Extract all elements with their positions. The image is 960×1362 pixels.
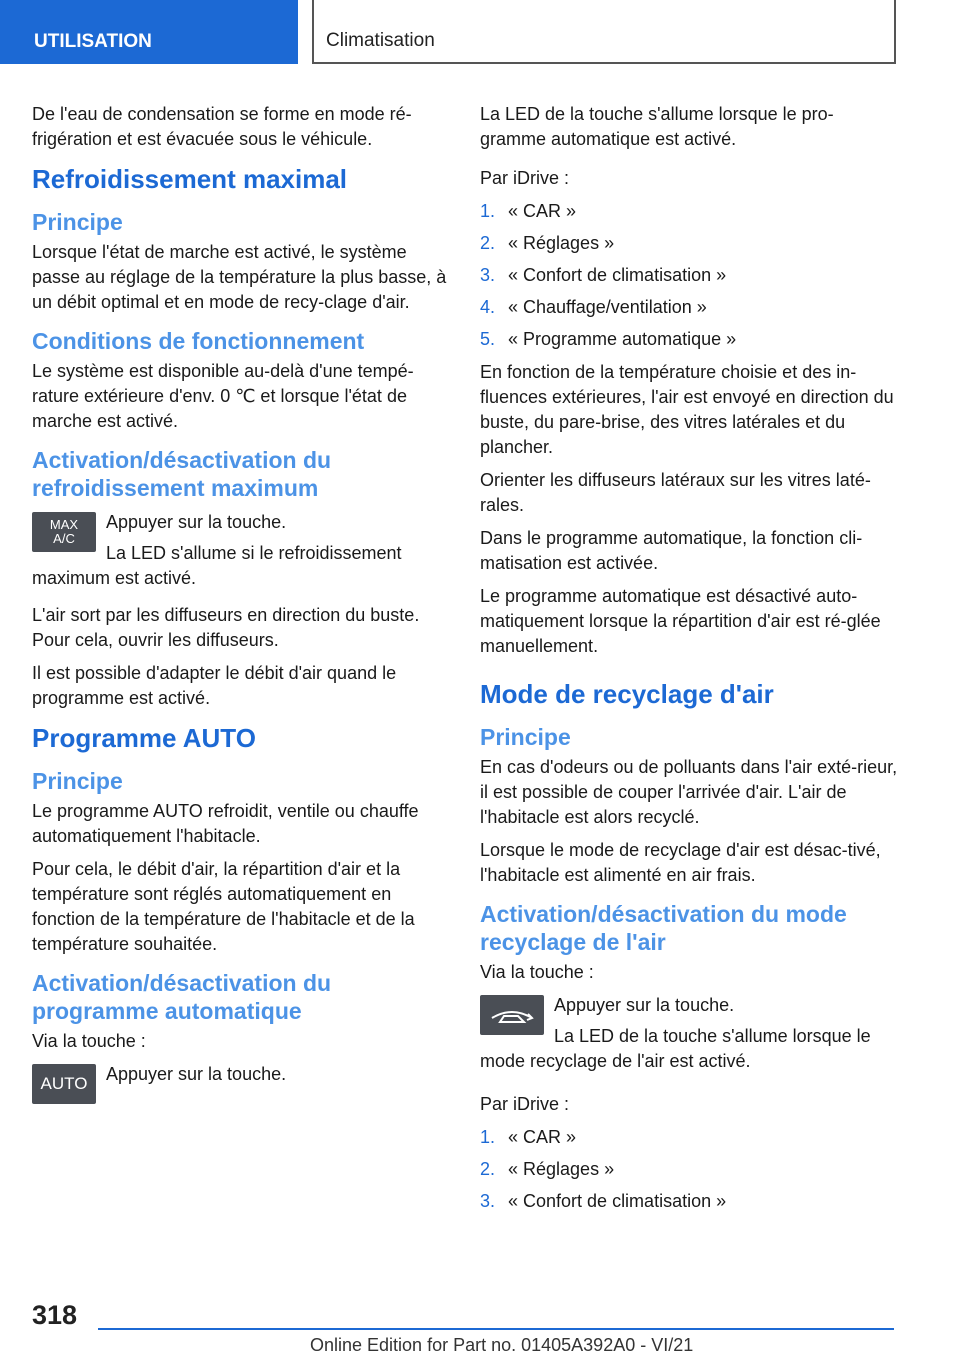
auto-detail-text: Pour cela, le débit d'air, la répartition d'air et la température sont réglés automatiquement en fonction de la température de l'habitacle et de la température souhaitée. <box>32 859 415 954</box>
list-item: 5. « Programme automatique » <box>480 329 737 349</box>
auto-activation-heading: Activation/désactivation du programme automatique <box>32 970 332 1024</box>
idrive-label: Par iDrive : <box>480 168 570 188</box>
edition-text: Online Edition for Part no. 01405A392A0 - VI/21 <box>310 1335 694 1355</box>
recirc-idrive-steps-list <box>480 1125 898 1214</box>
auto-principle-heading: Principe <box>32 768 123 794</box>
car-recirculation-icon <box>488 1002 536 1028</box>
recirc-principle-text: En cas d'odeurs ou de polluants dans l'air exté-rieur, il est possible de couper l'arrivée d'air. L'air de l'habitacle est alors recyclé. <box>480 757 898 827</box>
idrive-steps-list <box>480 199 898 352</box>
max-cooling-principle-text: Lorsque l'état de marche est activé, le système passe au réglage de la température la plus basse, à un débit optimal et en mode de recy-clage d'air. <box>32 242 447 312</box>
conditions-heading: Conditions de fonctionnement <box>32 328 365 354</box>
section-label: UTILISATION <box>34 31 152 52</box>
list-item: 1. « CAR » <box>480 201 577 221</box>
recirc-fresh-text: Lorsque le mode de recyclage d'air est désac-tivé, l'habitacle est alimenté en air frais. <box>480 840 881 885</box>
chapter-label: Climatisation <box>326 30 435 51</box>
recirculation-icon <box>480 995 544 1035</box>
auto-press-text: Appuyer sur la touche. <box>106 1064 287 1084</box>
recirc-button-block <box>480 993 898 1080</box>
distribution-text: En fonction de la température choisie et des in-fluences extérieures, l'air est envoyé en direction du buste, du pare-brise, des vitres latérales et du plancher. <box>480 362 894 457</box>
air-adjust-text: Il est possible d'adapter le débit d'air quand le programme est activé. <box>32 663 397 708</box>
right-column <box>480 102 898 1222</box>
list-item: 2. « Réglages » <box>480 233 615 253</box>
max-ac-press-text: Appuyer sur la touche. <box>106 512 287 532</box>
list-item: 2. « Réglages » <box>480 1159 615 1179</box>
auto-button-block <box>32 1062 450 1132</box>
recirc-press-text: Appuyer sur la touche. <box>554 995 735 1015</box>
max-cooling-principle-heading: Principe <box>32 209 123 235</box>
list-item: 3. « Confort de climatisation » <box>480 265 727 285</box>
recirc-principle-heading: Principe <box>480 724 571 750</box>
max-ac-button-icon <box>32 512 96 552</box>
auto-via-text: Via la touche : <box>32 1031 146 1051</box>
section-tab <box>0 0 298 64</box>
deactivate-text: Le programme automatique est désactivé auto-matiquement lorsque la répartition d'air est ré-glée manuellement. <box>480 586 881 656</box>
auto-principle-text: Le programme AUTO refroidit, ventile ou chauffe automatiquement l'habitacle. <box>32 801 419 846</box>
left-column <box>32 102 450 1138</box>
recirc-led-text: La LED de la touche s'allume lorsque le mode recyclage de l'air est activé. <box>480 1026 871 1071</box>
chapter-tab <box>312 0 896 64</box>
auto-program-heading: Programme AUTO <box>32 723 256 753</box>
recirc-idrive-label: Par iDrive : <box>480 1094 570 1114</box>
footer-divider <box>98 1328 894 1330</box>
list-item: 4. « Chauffage/ventilation » <box>480 297 707 317</box>
recirc-via-text: Via la touche : <box>480 962 594 982</box>
list-item: 3. « Confort de climatisation » <box>480 1191 727 1211</box>
auto-led-text: La LED de la touche s'allume lorsque le pro-gramme automatique est activé. <box>480 104 834 149</box>
air-direction-text: L'air sort par les diffuseurs en direction du buste. Pour cela, ouvrir les diffuseurs. <box>32 605 420 650</box>
max-ac-button-label: MAX A/C <box>49 517 79 546</box>
ac-text: Dans le programme automatique, la fonction cli-matisation est activée. <box>480 528 863 573</box>
conditions-text: Le système est disponible au-delà d'une tempé-rature extérieure d'env. 0 ℃ et lorsque l'état de marche est activé. <box>32 361 414 431</box>
orient-text: Orienter les diffuseurs latéraux sur les vitres laté-rales. <box>480 470 871 515</box>
max-ac-led-text: La LED s'allume si le refroidissement maximum est activé. <box>32 543 402 588</box>
page-number: 318 <box>32 1300 78 1330</box>
auto-button-icon <box>32 1064 96 1104</box>
auto-button-label: AUTO <box>40 1074 88 1093</box>
max-cooling-heading: Refroidissement maximal <box>32 164 348 194</box>
list-item: 1. « CAR » <box>480 1127 577 1147</box>
intro-paragraph: De l'eau de condensation se forme en mode ré-frigération et est évacuée sous le véhicule. <box>32 104 412 149</box>
max-ac-button-block <box>32 510 450 597</box>
recirc-activation-heading: Activation/désactivation du mode recyclage de l'air <box>480 901 847 955</box>
max-cooling-activation-heading: Activation/désactivation du refroidissement maximum <box>32 447 332 501</box>
recirculation-heading: Mode de recyclage d'air <box>480 679 774 709</box>
